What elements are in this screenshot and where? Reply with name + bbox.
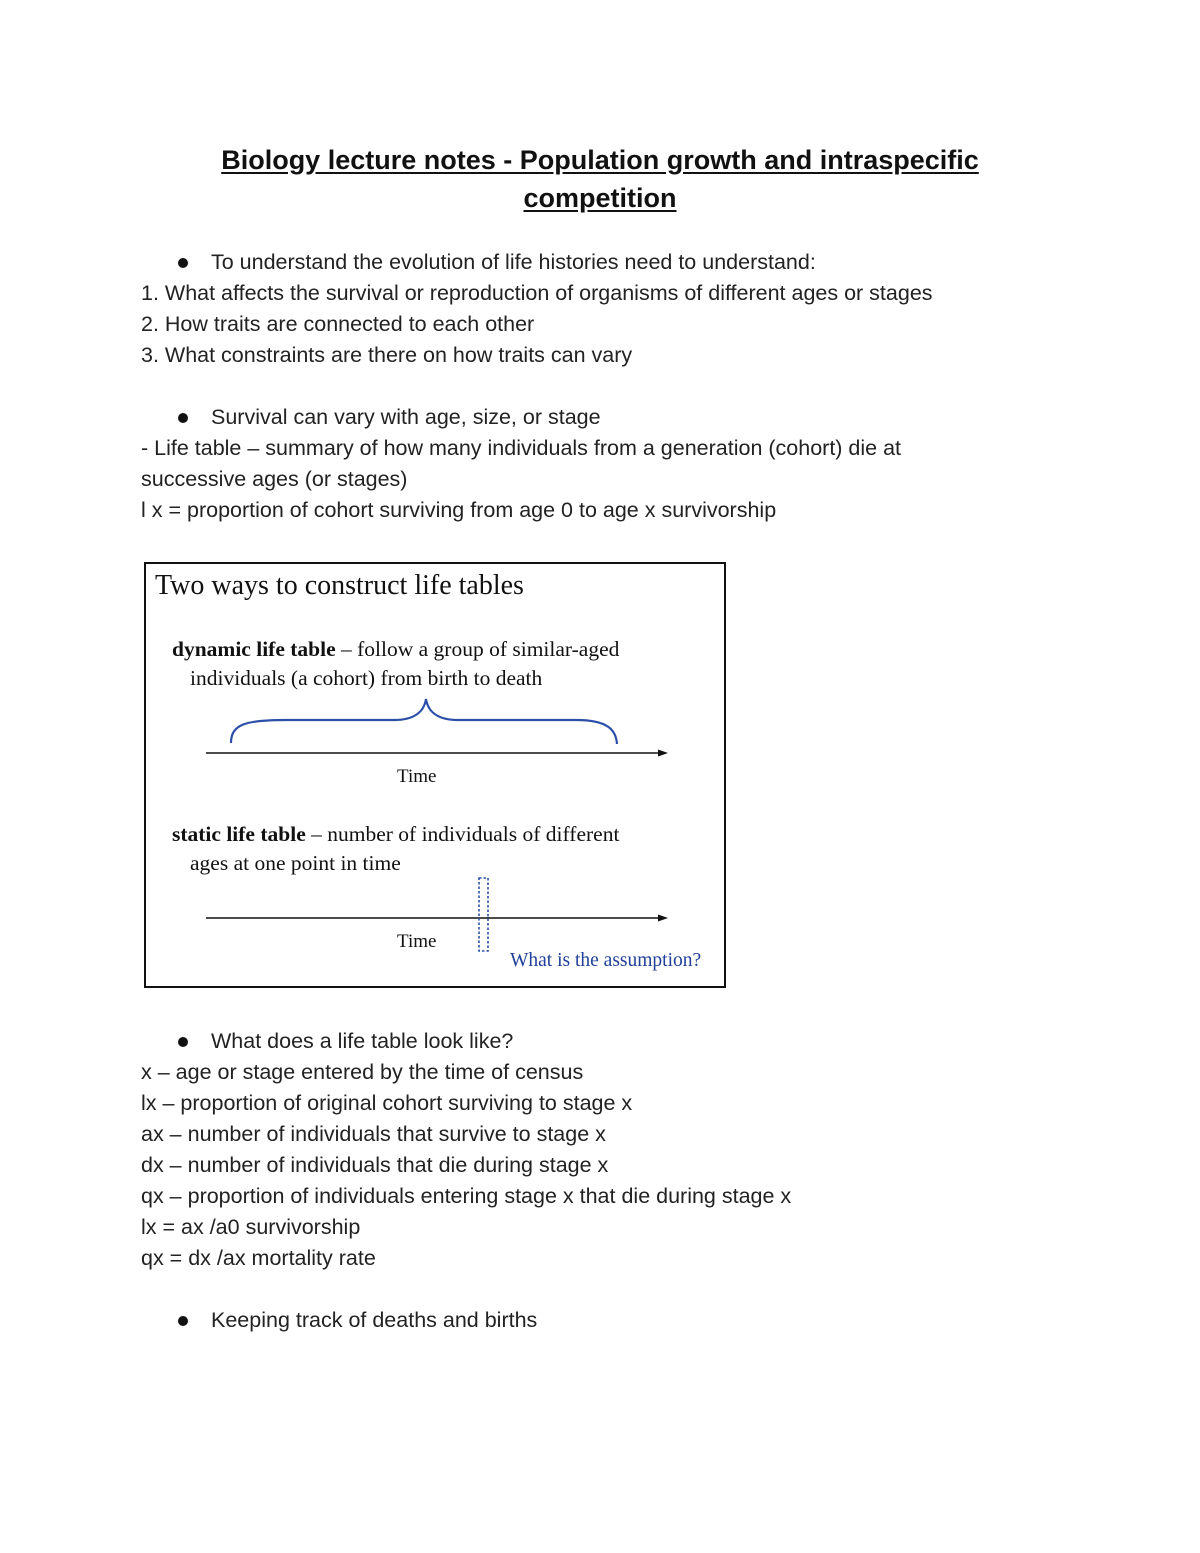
time-label-1: Time — [397, 766, 437, 787]
lx-definition: l x = proportion of cohort surviving from age 0 to age x survivorship — [141, 498, 777, 522]
bullet-text-survival: Survival can vary with age, size, or stage — [211, 405, 601, 429]
life-table-definition: - Life table – summary of how many individuals from a generation (cohort) die at — [141, 436, 902, 460]
page-title-line-2: competition — [523, 183, 677, 213]
time-label-2: Time — [397, 931, 437, 952]
static-life-table-term: static life table — [172, 822, 306, 846]
static-life-table-text — [172, 820, 619, 849]
static-life-table-text-cont: ages at one point in time — [190, 851, 401, 875]
point-in-time-marker — [479, 878, 488, 951]
bullet-text-evolution: To understand the evolution of life histories need to understand: — [211, 250, 816, 274]
bullet-icon — [178, 1037, 188, 1047]
numbered-item-2: 2. How traits are connected to each other — [141, 312, 535, 336]
numbered-item-3: 3. What constraints are there on how traits can vary — [141, 343, 633, 367]
life-table-definition-cont: successive ages (or stages) — [141, 467, 408, 491]
definition-dx: dx – number of individuals that die during stage x — [141, 1153, 609, 1177]
dynamic-life-table-text-cont: individuals (a cohort) from birth to death — [190, 666, 543, 690]
definition-x: x – age or stage entered by the time of census — [141, 1060, 584, 1084]
page-title-line-1: Biology lecture notes - Population growth and intraspecific — [221, 145, 979, 175]
bullet-icon — [178, 1316, 188, 1326]
definition-ax: ax – number of individuals that survive to stage x — [141, 1122, 606, 1146]
life-table-figure — [144, 562, 726, 988]
formula-lx: lx = ax /a0 survivorship — [141, 1215, 361, 1239]
bullet-text-life-table-look: What does a life table look like? — [211, 1029, 514, 1053]
arrowhead-2-icon — [658, 915, 668, 922]
dynamic-life-table-term: dynamic life table — [172, 637, 336, 661]
arrowhead-1-icon — [658, 750, 668, 757]
assumption-question: What is the assumption? — [510, 950, 702, 971]
numbered-item-1: 1. What affects the survival or reproduction of organisms of different ages or stages — [141, 281, 933, 305]
static-life-table-desc: – number of individuals of different — [305, 822, 620, 846]
cohort-brace-icon — [231, 699, 617, 744]
page-title — [0, 141, 1200, 217]
bullet-icon — [178, 413, 188, 423]
formula-qx: qx = dx /ax mortality rate — [141, 1246, 376, 1270]
figure-title: Two ways to construct life tables — [155, 570, 524, 601]
definition-qx: qx – proportion of individuals entering stage x that die during stage x — [141, 1184, 792, 1208]
dynamic-life-table-desc: – follow a group of similar-aged — [335, 637, 620, 661]
bullet-icon — [178, 258, 188, 268]
definition-lx: lx – proportion of original cohort surviving to stage x — [141, 1091, 633, 1115]
bullet-text-deaths-births: Keeping track of deaths and births — [211, 1308, 538, 1332]
